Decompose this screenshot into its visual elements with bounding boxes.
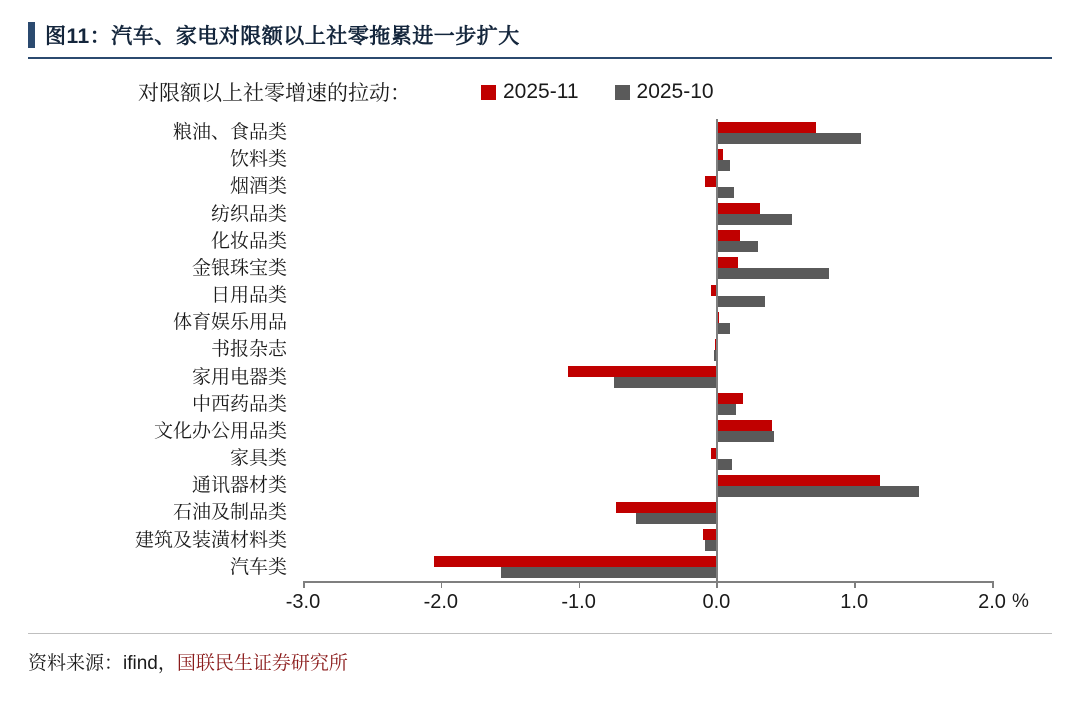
category-label: 石油及制品类 — [172, 502, 287, 524]
bar-previous — [716, 241, 757, 252]
title-accent-bar — [28, 22, 35, 48]
bar-current — [716, 122, 815, 133]
bar-group — [303, 499, 992, 526]
bar-current — [616, 502, 717, 513]
bar-group — [303, 255, 992, 282]
bar-current — [716, 257, 738, 268]
source-organization: 国联民生证券研究所 — [176, 653, 348, 674]
page-title: 图11：汽车、家电对限额以上社零拖累进一步扩大 — [45, 25, 520, 48]
category-label: 体育娱乐用品 — [172, 312, 287, 334]
bar-group — [303, 173, 992, 200]
bar-previous — [501, 567, 716, 578]
x-tick — [854, 581, 856, 588]
bar-previous — [716, 323, 730, 334]
legend-caption: 对限额以上社零增速的拉动： — [138, 82, 411, 105]
category-label: 纺织品类 — [210, 203, 287, 225]
category-label: 化妆品类 — [210, 230, 287, 252]
x-tick-label: 0.0 — [702, 591, 731, 613]
category-label: 家用电器类 — [191, 366, 287, 388]
bar-previous — [716, 296, 764, 307]
bar-group — [303, 228, 992, 255]
bar-current — [568, 366, 717, 377]
bar-current — [716, 475, 880, 486]
bar-current — [703, 529, 717, 540]
category-label: 文化办公用品类 — [153, 420, 287, 442]
category-label: 通讯器材类 — [191, 475, 287, 497]
bar-current — [434, 556, 716, 567]
x-tick-label: 2.0 — [978, 591, 1006, 613]
legend-swatch-current — [481, 85, 496, 100]
category-label: 书报杂志 — [210, 339, 287, 361]
category-label: 饮料类 — [229, 149, 287, 171]
bar-group — [303, 282, 992, 309]
category-label: 金银珠宝类 — [191, 257, 287, 279]
x-tick-label: 1.0 — [840, 591, 869, 613]
x-tick-label: -2.0 — [423, 591, 459, 613]
bar-group — [303, 336, 992, 363]
category-label: 日用品类 — [210, 285, 287, 307]
source-prefix: 资料来源：ifind， — [28, 653, 177, 674]
legend-item-previous — [615, 80, 714, 104]
bar-previous — [716, 133, 861, 144]
chart-page — [0, 18, 1080, 724]
bar-previous — [716, 486, 919, 497]
category-axis-labels — [28, 119, 293, 581]
x-tick — [441, 581, 443, 588]
x-tick — [716, 581, 718, 588]
title-divider — [28, 57, 1052, 59]
bar-group — [303, 472, 992, 499]
bar-previous — [705, 540, 716, 551]
bar-group — [303, 527, 992, 554]
x-axis-unit-label: % — [1012, 591, 1029, 612]
bar-group — [303, 146, 992, 173]
x-axis-line — [303, 581, 992, 583]
bar-previous — [716, 187, 734, 198]
bar-group — [303, 418, 992, 445]
bar-group — [303, 201, 992, 228]
bar-current — [716, 203, 760, 214]
bar-previous — [716, 160, 730, 171]
bar-previous — [716, 268, 829, 279]
bar-current — [705, 176, 716, 187]
category-label: 烟酒类 — [229, 176, 287, 198]
bar-group — [303, 445, 992, 472]
x-tick — [992, 581, 994, 588]
bar-previous — [614, 377, 716, 388]
bar-current — [716, 230, 739, 241]
bar-previous — [716, 431, 774, 442]
x-tick-label: -1.0 — [561, 591, 596, 613]
bar-group — [303, 309, 992, 336]
bar-group — [303, 391, 992, 418]
legend-swatch-previous — [615, 85, 630, 100]
bar-group — [303, 364, 992, 391]
bar-previous — [716, 214, 792, 225]
chart-legend — [28, 77, 1052, 107]
category-label: 家具类 — [229, 448, 287, 470]
category-label: 粮油、食品类 — [172, 122, 287, 143]
x-tick — [303, 581, 305, 588]
legend-item-current — [481, 80, 579, 104]
chart-plot-area — [28, 119, 1052, 629]
bars-plot — [285, 119, 1006, 629]
x-tick-label: -3.0 — [285, 591, 321, 613]
zero-axis-line — [716, 119, 718, 581]
bar-current — [716, 420, 771, 431]
category-label: 中西药品类 — [191, 393, 287, 415]
category-label: 建筑及装潢材料类 — [134, 529, 287, 551]
x-tick — [579, 581, 581, 588]
bar-groups — [303, 119, 992, 581]
bar-previous — [636, 513, 716, 524]
category-label: 汽车类 — [229, 556, 287, 578]
legend-label-previous: 2025-10 — [636, 80, 714, 103]
chart-title-row — [28, 18, 1052, 52]
bar-previous — [716, 459, 731, 470]
legend-label-current: 2025-11 — [503, 80, 579, 103]
source-note — [28, 648, 1052, 675]
bar-current — [716, 393, 742, 404]
bar-group — [303, 554, 992, 581]
bar-group — [303, 119, 992, 146]
bar-previous — [716, 404, 735, 415]
footer-divider — [28, 633, 1052, 634]
